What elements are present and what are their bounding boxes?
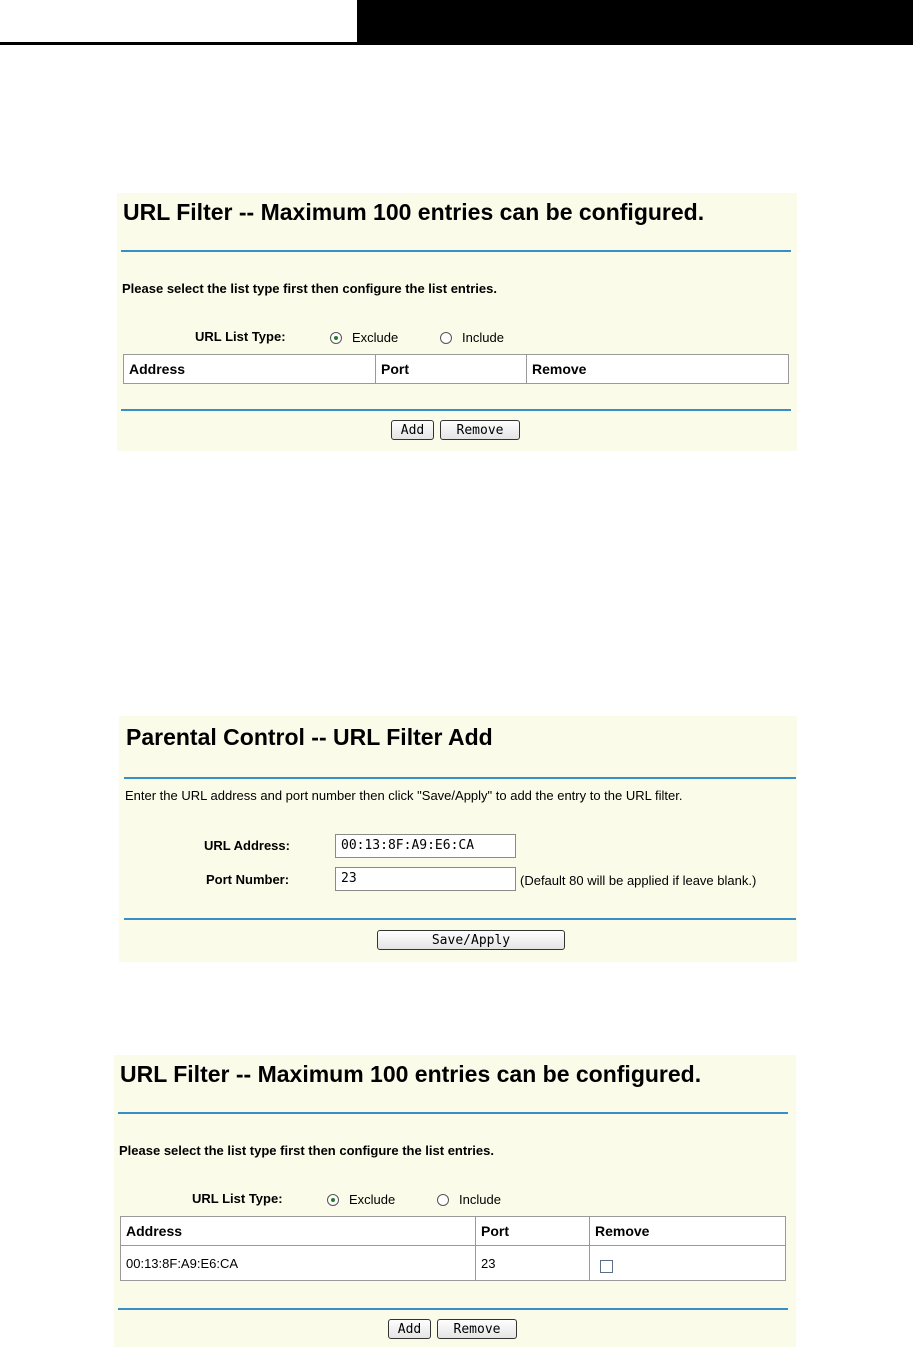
url-table xyxy=(120,1216,786,1281)
url-address-input[interactable]: 00:13:8F:A9:E6:CA xyxy=(335,834,516,858)
radio-include-label: Include xyxy=(459,1192,501,1207)
column-header-address: Address xyxy=(124,355,376,384)
page-title: Parental Control -- URL Filter Add xyxy=(126,724,493,750)
row-remove-cell xyxy=(590,1246,786,1281)
page-title: URL Filter -- Maximum 100 entries can be configured. xyxy=(123,199,705,225)
remove-checkbox[interactable] xyxy=(600,1260,613,1273)
add-button[interactable]: Add xyxy=(388,1319,431,1339)
url-filter-panel-empty xyxy=(117,193,797,451)
list-type-label: URL List Type: xyxy=(195,329,286,344)
page-title: URL Filter -- Maximum 100 entries can be configured. xyxy=(120,1061,702,1087)
remove-button[interactable]: Remove xyxy=(440,420,520,440)
radio-exclude-label: Exclude xyxy=(352,330,399,345)
divider xyxy=(121,409,791,411)
column-header-remove: Remove xyxy=(527,355,789,384)
row-port: 23 xyxy=(476,1246,590,1281)
radio-include[interactable] xyxy=(437,1192,501,1207)
url-address-label: URL Address: xyxy=(204,838,290,853)
port-number-label: Port Number: xyxy=(206,872,290,887)
table-row xyxy=(121,1246,786,1281)
column-header-port: Port xyxy=(376,355,527,384)
url-filter-add-panel xyxy=(119,716,797,962)
radio-exclude[interactable] xyxy=(327,1192,395,1207)
header-bar xyxy=(357,0,913,43)
url-table xyxy=(123,354,789,384)
divider xyxy=(124,777,796,779)
instruction-text: Enter the URL address and port number then click "Save/Apply" to add the entry to the URL filter. xyxy=(125,788,683,803)
remove-button[interactable]: Remove xyxy=(437,1319,517,1339)
add-button[interactable]: Add xyxy=(391,420,434,440)
row-address: 00:13:8F:A9:E6:CA xyxy=(121,1246,476,1281)
radio-selected-icon[interactable] xyxy=(327,1194,339,1206)
column-header-remove: Remove xyxy=(590,1217,786,1246)
divider xyxy=(121,250,791,252)
radio-exclude-label: Exclude xyxy=(349,1192,396,1207)
divider xyxy=(118,1308,788,1310)
radio-unselected-icon[interactable] xyxy=(440,332,452,344)
save-apply-button[interactable]: Save/Apply xyxy=(377,930,565,950)
radio-exclude[interactable] xyxy=(330,330,398,345)
radio-selected-icon[interactable] xyxy=(330,332,342,344)
radio-include[interactable] xyxy=(440,330,504,345)
radio-unselected-icon[interactable] xyxy=(437,1194,449,1206)
instruction-text: Please select the list type first then configure the list entries. xyxy=(119,1143,494,1158)
radio-include-label: Include xyxy=(462,330,504,345)
column-header-port: Port xyxy=(476,1217,590,1246)
divider xyxy=(124,918,796,920)
instruction-text: Please select the list type first then configure the list entries. xyxy=(122,281,497,296)
divider xyxy=(118,1112,788,1114)
port-number-input[interactable]: 23 xyxy=(335,867,516,891)
column-header-address: Address xyxy=(121,1217,476,1246)
url-filter-panel-with-entry xyxy=(114,1055,796,1347)
list-type-label: URL List Type: xyxy=(192,1191,283,1206)
port-hint: (Default 80 will be applied if leave blank.) xyxy=(520,873,757,888)
